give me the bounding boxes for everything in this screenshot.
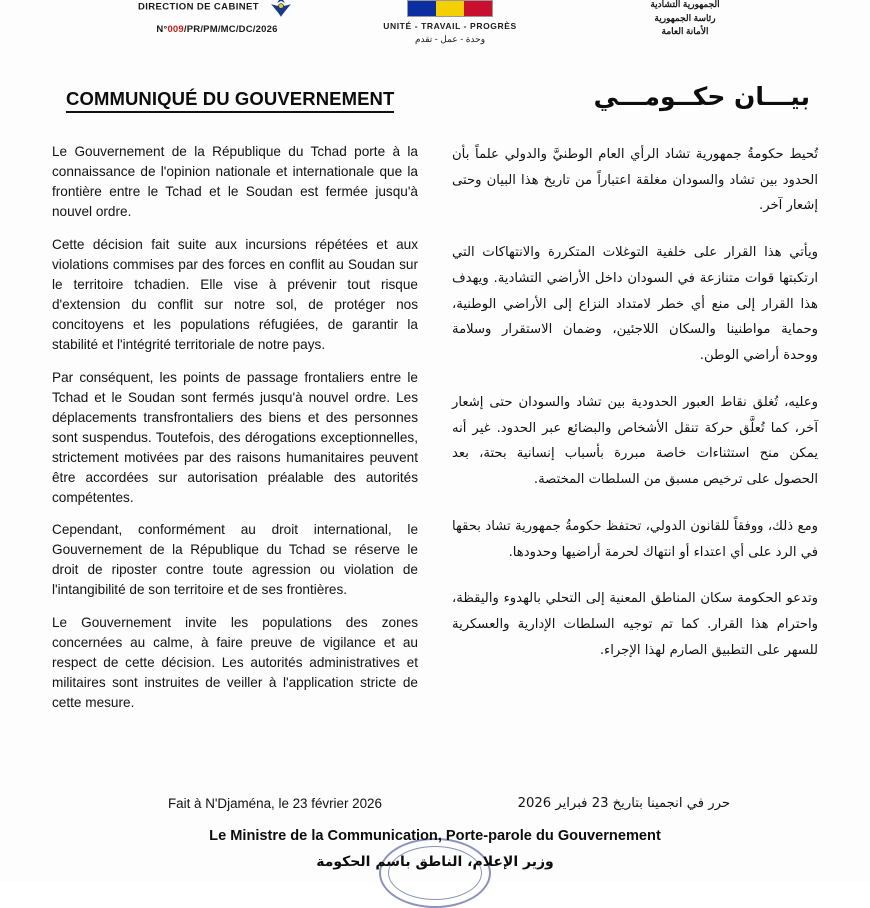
official-seal-icon (379, 838, 491, 908)
header-right-block (590, 0, 780, 39)
arabic-column (452, 142, 818, 726)
national-motto-ar: وحدة - عمل - تقدم (414, 34, 486, 44)
document-titles (0, 82, 870, 134)
presidency-label-ar: رئاسة الجمهورية (654, 12, 716, 23)
paragraph-ar-2: ويأتي هذا القرار على خلفية التوغلات المتكررة والانتهاكات التي ارتكبتها قوات متنازعة في السودان داخل الأراضي التشادية. ويهدف هذا القرار إلى منع أي خطر لامتداد النزاع إلى الأراضي الوطنية، وحماية مواطنينا والسكان اللاجئين، وضمان الاستقرار وسلامة ووحدة أراضي الوطن. (452, 245, 818, 364)
reference-prefix: N° (156, 24, 168, 35)
directorate-label: DIRECTION DE CABINET (138, 1, 259, 13)
paragraph-fr-5: Le Gouvernement invite les populations des zones concernées au calme, à faire preuve de vigilance et au respect de cette décision. Les autorités administratives et militaires sont instruites de veiller à l'application stricte de cette mesure. (52, 615, 418, 711)
document-footer (0, 792, 870, 882)
document-header (0, 0, 870, 48)
paragraph-ar-3: وعليه، تُغلق نقاط العبور الحدودية بين تشاد والسودان حتى إشعار آخر، كما تُعلَّق حركة تنقل الأشخاص والبضائع عبر الحدود. غير أنه يمكن منح استثناءات خاصة مبررة بأسباب إنسانية بحتة، بعد الحصول على ترخيص مسبق من السلطات المختصة. (452, 394, 818, 488)
date-line-ar: حرر في انجمينا بتاريخ 23 فبراير 2026 (517, 796, 730, 811)
page-title-ar: بيـــان حكــومـــي (593, 82, 810, 111)
document-body (0, 142, 870, 726)
reference-line (92, 24, 342, 37)
paragraph-ar-4: ومع ذلك، ووفقاً للقانون الدولي، تحتفظ حكومةُ جمهورية تشاد بحقها في الرد على أي اعتداء أو انتهاك لحرمة أراضيها وحدودها. (452, 518, 818, 560)
republic-label-ar: الجمهورية التشادية (650, 0, 720, 9)
french-column (52, 142, 418, 726)
national-motto-fr: UNITÉ - TRAVAIL - PROGRÈS (383, 21, 517, 31)
paragraph-fr-1: Le Gouvernement de la République du Tchad porte à la connaissance de l'opinion nationale et internationale que la frontière entre le Tchad et le Soudan est fermée jusqu'à nouvel ordre. (52, 144, 418, 219)
paragraph-fr-3: Par conséquent, les points de passage frontaliers entre le Tchad et le Soudan sont fermés jusqu'à nouvel ordre. Les déplacements transfrontaliers des biens et des personnes sont suspendus. Toutefois, des dérogations exceptionnelles, strictement motivées par des raisons humanitaires peuvent être accordées sur autorisation préalable des autorités compétentes. (52, 369, 418, 505)
paragraph-fr-2: Cette décision fait suite aux incursions répétées et aux violations commises par des forces en conflit au Soudan sur le territoire tchadien. Elle vise à prévenir tout risque d'extension du conflit sur notre sol, de protéger nos concitoyens et les populations réfugiées, de garantir la stabilité et l'intégrité territoriale de notre pays. (52, 236, 418, 352)
general-secretariat-label-ar: الأمانة العامة (661, 26, 709, 36)
header-center-block (355, 0, 545, 45)
reference-suffix: /PR/PM/MC/DC/2026 (183, 24, 278, 35)
page-title-fr: COMMUNIQUÉ DU GOUVERNEMENT (66, 88, 394, 113)
reference-number: 009 (167, 24, 184, 35)
directorate-line (92, 0, 342, 18)
signature-title-fr: Le Ministre de la Communication, Porte-parole du Gouvernement (209, 828, 661, 844)
paragraph-ar-1: تُحيط حكومةُ جمهورية تشاد الرأي العام الوطنيَّ والدولي علماً بأن الحدود بين تشاد والسودان مغلقة اعتباراً من تاريخ هذا البيان وحتى إشعار آخر. (452, 147, 818, 214)
paragraph-ar-5: وتدعو الحكومة سكان المناطق المعنية إلى التحلي بالهدوء واليقظة، واحترام هذا القرار. كما تم توجيه السلطات الإدارية والعسكرية للسهر على التطبيق الصارم لهذا الإجراء. (452, 591, 818, 658)
date-line-fr: Fait à N'Djaména, le 23 février 2026 (168, 796, 382, 811)
header-left-block (92, 0, 342, 37)
paragraph-fr-4: Cependant, conformément au droit international, le Gouvernement de la République du Tchad se réserve le droit de riposter contre toute agression ou violation de l'intangibilité de son territoire et de ses frontières. (52, 522, 418, 598)
chad-flag-icon (407, 0, 493, 17)
signature-title-ar: وزير الإعلام، الناطق باسم الحكومة (316, 854, 554, 870)
national-emblem-icon (266, 0, 296, 18)
